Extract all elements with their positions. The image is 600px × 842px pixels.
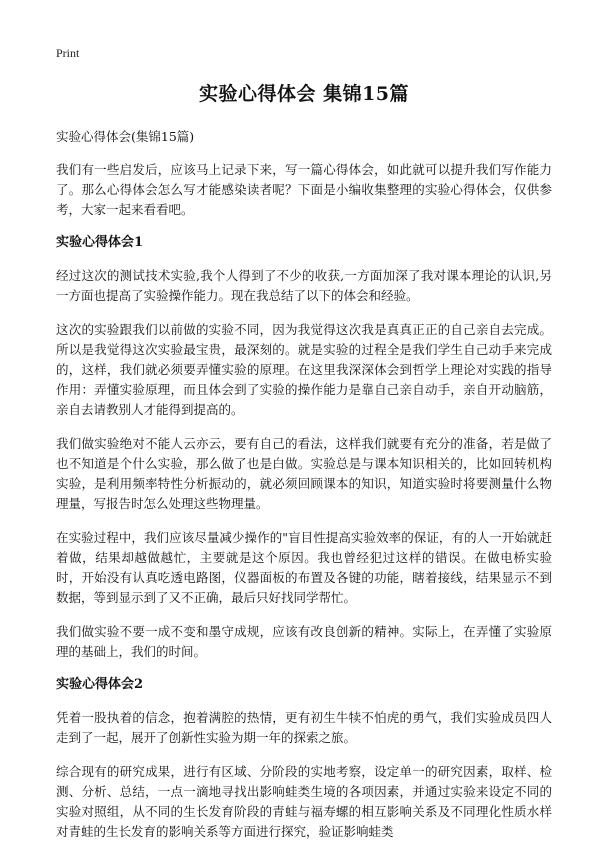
print-link[interactable]: Print: [56, 46, 80, 60]
section-paragraph: 凭着一股执着的信念，抱着满腔的热情，更有初生牛犊不怕虎的勇气，我们实验成员四人走到了一起，展开了创新性实验为期一年的探索之旅。: [56, 710, 552, 745]
section-paragraph: 这次的实验跟我们以前做的实验不同，因为我觉得这次我是真真正正的自己亲自去完成。所以是我觉得这次实验最宝贵，最深刻的。就是实验的过程全是我们学生自己动手来完成的，这样，我们就必须要弄懂实验的原理。在这里我深深体会到哲学上理论对实践的指导作用：弄懂实验原理，而且体会到了实验的操作能力是靠自己亲自动手，亲自开动脑筋，亲自去请教别人才能得到提高的。: [56, 322, 552, 417]
section-2: [56, 676, 552, 842]
section-paragraph: 我们做实验绝对不能人云亦云，要有自己的看法，这样我们就要有充分的准备，若是做了也不知道是个什么实验，那么做了也是白做。实验总是与课本知识相关的，比如回转机构实验，是利用频率特性分析振动的，就必须回顾课本的知识，知道实验时将要测量什么物理量，写报告时怎么处理这些物理量。: [56, 436, 552, 511]
section-paragraph: 经过这次的测试技术实验,我个人得到了不少的收获,一方面加深了我对课本理论的认识,另一方面也提高了实验操作能力。现在我总结了以下的体会和经验。: [56, 268, 552, 303]
intro-paragraph: 我们有一些启发后，应该马上记录下来，写一篇心得体会，如此就可以提升我们写作能力了。那么心得体会怎么写才能感染读者呢？下面是小编收集整理的实验心得体会，仅供参考，大家一起来看看吧。: [56, 162, 552, 217]
section-paragraph: 我们做实验不要一成不变和墨守成规，应该有改良创新的精神。实际上，在弄懂了实验原理的基础上，我们的时间。: [56, 624, 552, 659]
section-heading: 实验心得体会2: [56, 677, 144, 692]
page-title: 实验心得体会 集锦15篇: [198, 83, 410, 105]
section-heading: 实验心得体会1: [56, 235, 144, 250]
section-1: [56, 234, 552, 662]
section-paragraph: 在实验过程中，我们应该尽量减少操作的"盲目性提高实验效率的保证，有的人一开始就赶着做，结果却越做越忙，主要就是这个原因。我也曾经犯过这样的错误。在做电桥实验时，开始没有认真吃透电路图，仪器面板的布置及各键的功能，瞎着接线，结果显示不到数据，等到显示到了又不正确，最后只好找同学帮忙。: [56, 530, 552, 605]
section-paragraph: 综合现有的研究成果，进行有区域、分阶段的实地考察，设定单一的研究因素，取样、检测、分析、总结，一点一滴地寻找出影响蛙类生境的各项因素，并通过实验来设定不同的实验对照组，从不同的生长发育阶段的青蛙与福寿螺的相互影响关系及不同理化性质水样对青蛙的生长发育的影响关系等方面进行探究，验证影响蛙类: [56, 764, 552, 839]
document-subtitle: 实验心得体会(集锦15篇): [56, 129, 195, 144]
